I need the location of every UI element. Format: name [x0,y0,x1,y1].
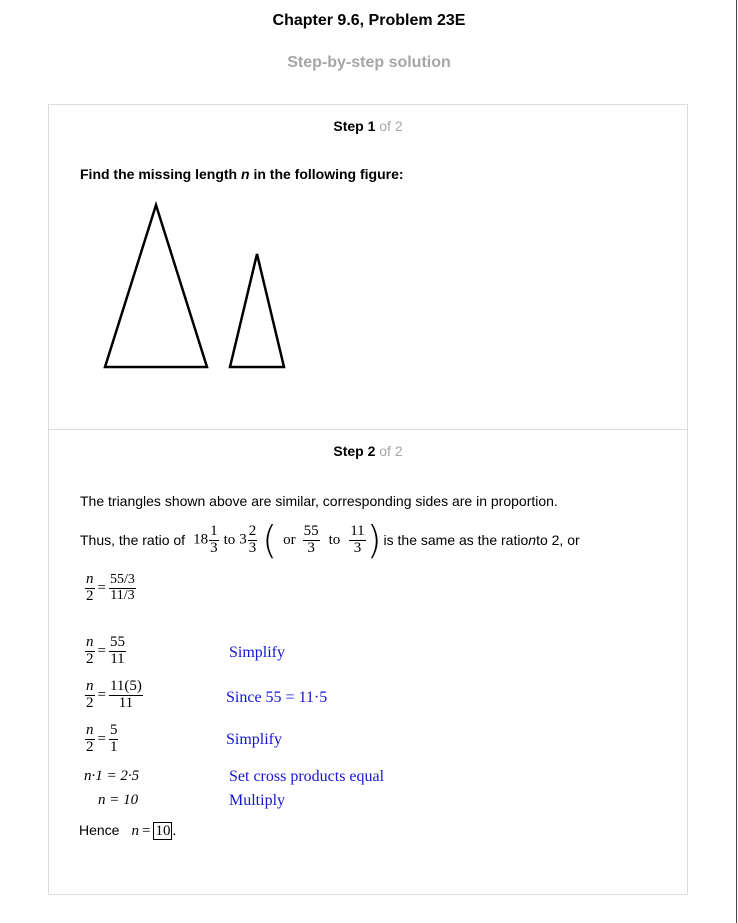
equation-2 [84,635,127,668]
den-3b: 3 [248,539,257,556]
ratio-statement [80,518,580,562]
mixed-number-1 [193,524,220,557]
ratio-variable: n [528,532,537,548]
ratio-prefix: Thus, the ratio of [80,532,186,548]
eq1-equals: = [97,579,106,596]
equation-6: n = 10 [98,792,139,808]
eq2-note: Simplify [229,644,286,661]
mixed-number-2 [239,524,258,557]
task-variable: n [241,166,250,182]
eq3-rhs-num: 11(5) [109,678,142,694]
to-word-1: to [223,531,236,548]
eq3-rhs-den: 11 [118,694,134,711]
eq1-rhs-num: 55/3 [109,572,135,588]
eq4-rhs-den: 1 [109,738,118,755]
task-suffix: in the following figure: [249,166,404,182]
eq2-rhs-num: 55 [109,634,125,650]
num-55: 55 [303,522,319,539]
equation-4 [84,723,119,756]
boxed-answer: 10 [155,823,171,839]
eq3-equals: = [97,686,106,703]
eq2-rhs-den: 11 [110,650,125,667]
eq1-compound-fraction [109,573,136,603]
eq4-rhs-num: 5 [109,722,118,738]
to-word-2: to [328,531,341,548]
eq4-lhs-den: 2 [86,738,94,755]
den-3c: 3 [307,539,315,556]
eq4-note: Simplify [226,731,283,748]
eq4-equals: = [97,730,106,747]
or-word: or [283,531,296,548]
step-2-label: Step 2 [333,443,376,459]
eq5-note: Set cross products equal [229,768,385,785]
eq2-lhs-den: 2 [86,650,94,667]
num-2: 2 [248,522,257,539]
equation-3 [84,679,144,712]
eq4-lhs-num: n [86,722,94,738]
eq1-lhs-den: 2 [86,587,94,604]
step-1-header [48,118,688,134]
step-1-total: of 2 [375,118,403,134]
eq1-rhs-den: 11/3 [110,587,135,603]
eq2-lhs-num: n [86,634,94,650]
step-divider [48,429,688,430]
problem-statement [80,166,404,182]
step-1-label: Step 1 [333,118,376,134]
eq2-equals: = [97,642,106,659]
answer-variable: n [131,823,139,839]
den-3: 3 [210,539,218,556]
eq3-note: Since 55 = 11·5 [226,689,328,706]
similarity-statement: The triangles shown above are similar, corresponding sides are in proportion. [80,493,558,509]
whole-18: 18 [193,531,209,548]
answer-period: . [172,823,177,839]
page-edge-line [736,0,737,923]
ratio-suffix-b: to 2, or [536,532,580,548]
answer-equals: = [141,823,151,839]
eq3-lhs-num: n [86,678,94,694]
small-triangle [230,254,284,367]
num-1: 1 [210,522,218,539]
task-prefix: Find the missing length [80,166,241,182]
eq6-note: Multiply [229,792,286,809]
large-triangle [105,205,207,367]
ratio-suffix-a: is the same as the ratio [383,532,529,548]
left-paren: ( [262,518,278,562]
solution-subtitle: Step-by-step solution [287,54,451,71]
hence-word: Hence [79,822,120,838]
right-paren: ) [366,518,382,562]
answer-expression [131,823,176,840]
eq3-lhs-den: 2 [86,694,94,711]
den-3d: 3 [353,539,362,556]
fraction-55-3 [303,524,320,557]
whole-3: 3 [239,531,247,548]
equation-5: n·1 = 2·5 [84,768,140,784]
triangles-figure [100,200,300,375]
eq1-lhs-num: n [86,571,94,587]
step-2-header [48,443,688,459]
num-11: 11 [350,522,365,539]
page-title: Chapter 9.6, Problem 23E [272,12,466,29]
fraction-11-3 [349,524,365,557]
conclusion [79,822,176,840]
step-2-total: of 2 [375,443,403,459]
equation-1 [84,572,137,605]
